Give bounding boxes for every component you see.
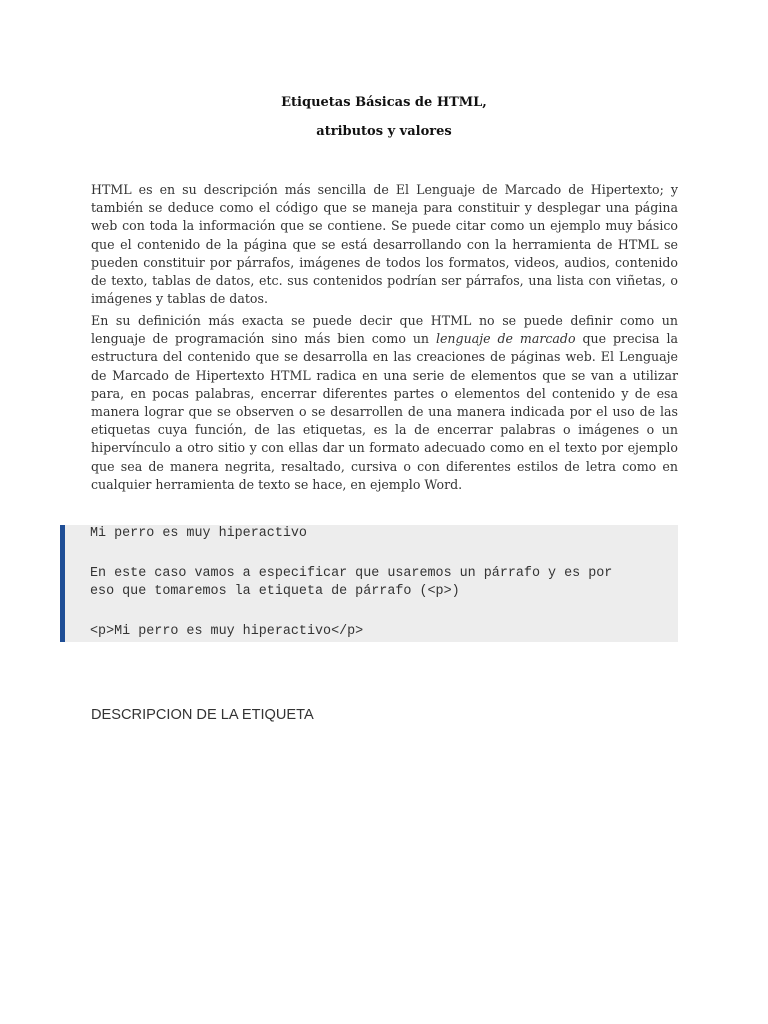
code-example-line-2: En este caso vamos a especificar que usaremos un párrafo y es por eso que tomaremos la etiqueta de párrafo (<p>) bbox=[90, 566, 613, 599]
code-example-line-1: Mi perro es muy hiperactivo bbox=[90, 526, 307, 541]
intro-paragraph: HTML es en su descripción más sencilla de El Lenguaje de Marcado de Hipertexto; y también se deduce como el código que se maneja para constituir y desplegar una página web con toda la información que se contiene. Se puede citar como un ejemplo muy básico que el contenido de la página que se está desarrollando con la herramienta de HTML se pueden constituir por párrafos, imágenes de todos los formatos, videos, audios, contenido de texto, tablas de datos, etc. sus contenidos podrían ser párrafos, una lista con viñetas, o imágenes y tablas de datos. bbox=[91, 182, 678, 307]
section-heading: DESCRIPCION DE LA ETIQUETA bbox=[91, 707, 314, 723]
definition-paragraph bbox=[91, 312, 678, 494]
document-title-line-2: atributos y valores bbox=[316, 124, 452, 139]
definition-paragraph-end: que precisa la estructura del contenido que se desarrolla en las creaciones de páginas web. El Lenguaje de Marcado de Hipertexto HTML radica en una serie de elementos que se van a utilizar para, en pocas palabras, encerrar diferentes partes o elementos del contenido y de esa manera lograr que se observen o se desarrollen de una manera indicada por el uso de las etiquetas cuya función, de las etiquetas, es la de encerrar palabras o imágenes o un hipervínculo a otro sitio y con ellas dar un formato adecuado como en el texto por ejemplo que sea de manera negrita, resaltado, cursiva o con diferentes estilos de letra como en cualquier herramienta de texto se hace, en ejemplo Word. bbox=[91, 331, 679, 492]
code-example-line-3: <p>Mi perro es muy hiperactivo</p> bbox=[90, 624, 364, 639]
definition-paragraph-italic: lenguaje de marcado bbox=[435, 331, 576, 347]
definition-paragraph-start: En su definición más exacta se puede decir que HTML no se puede definir como un lenguaje de programación sino más bien como un bbox=[91, 313, 678, 347]
code-example-block bbox=[60, 525, 678, 642]
document-title-line-1: Etiquetas Básicas de HTML, bbox=[281, 95, 487, 110]
